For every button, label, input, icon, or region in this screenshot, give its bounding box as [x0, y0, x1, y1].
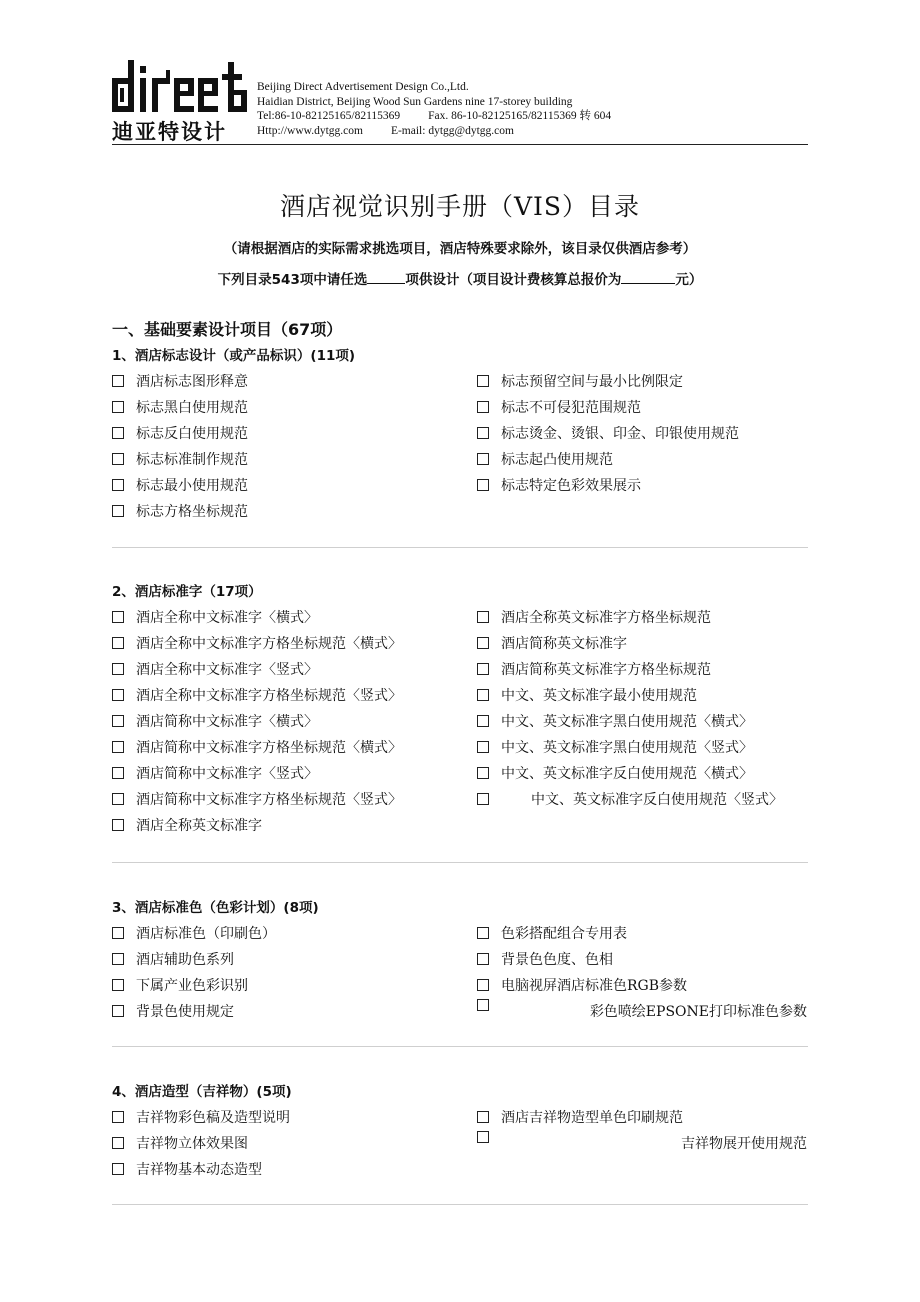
- checklist-item[interactable]: 酒店全称中文标准字方格坐标规范〈竖式〉: [112, 683, 402, 709]
- checklist-item[interactable]: 酒店全称英文标准字方格坐标规范: [477, 605, 711, 631]
- checkbox-icon[interactable]: [477, 637, 489, 649]
- checklist-item[interactable]: 中文、英文标准字反白使用规范〈竖式〉: [477, 787, 783, 813]
- checkbox-icon[interactable]: [477, 427, 489, 439]
- checkbox-icon[interactable]: [112, 611, 124, 623]
- price-blank[interactable]: [621, 269, 675, 284]
- checklist-item[interactable]: 中文、英文标准字反白使用规范〈横式〉: [477, 761, 753, 787]
- checklist-item[interactable]: 酒店标准色（印刷色）: [112, 921, 276, 947]
- checkbox-icon[interactable]: [477, 793, 489, 805]
- checkbox-icon[interactable]: [112, 1005, 124, 1017]
- company-tel: Tel:86-10-82125165/82115369: [257, 110, 401, 122]
- checklist-item[interactable]: 酒店辅助色系列: [112, 947, 234, 973]
- checklist-item[interactable]: 酒店全称中文标准字〈竖式〉: [112, 657, 318, 683]
- checklist-item[interactable]: 吉祥物立体效果图: [112, 1131, 248, 1157]
- checkbox-icon[interactable]: [112, 1111, 124, 1123]
- selection-prefix: 下列目录543项中请任选: [217, 272, 368, 288]
- logo-chinese-name: 迪亚特设计: [112, 120, 227, 144]
- checkbox-icon[interactable]: [112, 715, 124, 727]
- letterhead: [112, 58, 808, 145]
- group-title: 2、酒店标准字（17项）: [112, 584, 262, 600]
- group-title: 4、酒店造型（吉祥物）(5项): [112, 1084, 292, 1100]
- checkbox-icon[interactable]: [112, 505, 124, 517]
- checklist-item[interactable]: 标志预留空间与最小比例限定: [477, 369, 683, 395]
- checkbox-icon[interactable]: [477, 927, 489, 939]
- checklist-item[interactable]: 彩色喷绘EPSONE打印标准色参数: [477, 999, 807, 1025]
- checkbox-icon[interactable]: [477, 767, 489, 779]
- checkbox-icon[interactable]: [112, 793, 124, 805]
- checklist-item[interactable]: 标志标准制作规范: [112, 447, 248, 473]
- checkbox-icon[interactable]: [112, 689, 124, 701]
- checkbox-icon[interactable]: [112, 375, 124, 387]
- item-count-blank[interactable]: [367, 269, 405, 284]
- checklist-item[interactable]: 中文、英文标准字黑白使用规范〈竖式〉: [477, 735, 753, 761]
- company-fax: Fax. 86-10-82125165/82115369 转 604: [428, 110, 612, 122]
- checklist-item[interactable]: 吉祥物基本动态造型: [112, 1157, 262, 1183]
- checklist-item[interactable]: 酒店简称英文标准字方格坐标规范: [477, 657, 711, 683]
- checkbox-icon[interactable]: [477, 401, 489, 413]
- company-info: [257, 80, 611, 138]
- group-standard-typeface: [112, 581, 808, 834]
- checkbox-icon[interactable]: [477, 999, 489, 1011]
- checkbox-icon[interactable]: [477, 663, 489, 675]
- checklist-item[interactable]: 电脑视屏酒店标准色RGB参数: [477, 973, 687, 999]
- checklist-item[interactable]: 酒店全称中文标准字〈横式〉: [112, 605, 318, 631]
- checklist-item[interactable]: 吉祥物彩色稿及造型说明: [112, 1105, 290, 1131]
- section-divider: [112, 862, 808, 863]
- checklist-item[interactable]: 标志特定色彩效果展示: [477, 473, 641, 499]
- company-web-line: [257, 124, 611, 139]
- section-heading-basic-elements: 一、基础要素设计项目（67项）: [112, 320, 343, 339]
- section-divider: [112, 1204, 808, 1205]
- checkbox-icon[interactable]: [477, 741, 489, 753]
- company-name: Beijing Direct Advertisement Design Co.,Ltd.: [257, 81, 469, 93]
- checkbox-icon[interactable]: [477, 715, 489, 727]
- company-address: Haidian District, Beijing Wood Sun Gardens nine 17-storey building: [257, 95, 573, 108]
- checklist-item[interactable]: 标志黑白使用规范: [112, 395, 248, 421]
- checkbox-icon[interactable]: [477, 453, 489, 465]
- checklist-item[interactable]: 下属产业色彩识别: [112, 973, 248, 999]
- checkbox-icon[interactable]: [112, 953, 124, 965]
- selection-middle: 项供设计（项目设计费核算总报价为: [405, 272, 622, 288]
- checkbox-icon[interactable]: [477, 611, 489, 623]
- checklist-item[interactable]: 酒店简称中文标准字〈竖式〉: [112, 761, 318, 787]
- checklist-item[interactable]: 酒店简称英文标准字: [477, 631, 627, 657]
- checklist-item[interactable]: 背景色色度、色相: [477, 947, 613, 973]
- section-divider: [112, 547, 808, 548]
- checkbox-icon[interactable]: [112, 401, 124, 413]
- checkbox-icon[interactable]: [112, 479, 124, 491]
- checklist-item[interactable]: 酒店吉祥物造型单色印刷规范: [477, 1105, 683, 1131]
- checklist-item[interactable]: 酒店简称中文标准字〈横式〉: [112, 709, 318, 735]
- checklist-item[interactable]: 标志起凸使用规范: [477, 447, 613, 473]
- checkbox-icon[interactable]: [477, 479, 489, 491]
- group-standard-colors: [112, 897, 808, 1020]
- checkbox-icon[interactable]: [112, 663, 124, 675]
- direct-logo-mark: [112, 60, 247, 112]
- company-phone-line: [257, 109, 611, 124]
- checklist-item[interactable]: 色彩搭配组合专用表: [477, 921, 627, 947]
- checklist-item[interactable]: 酒店标志图形释意: [112, 369, 248, 395]
- checkbox-icon[interactable]: [112, 427, 124, 439]
- document-title: 酒店视觉识别手册（VIS）目录: [279, 192, 641, 221]
- checkbox-icon[interactable]: [112, 741, 124, 753]
- checkbox-icon[interactable]: [477, 1131, 489, 1143]
- checkbox-icon[interactable]: [477, 375, 489, 387]
- checklist-item[interactable]: 中文、英文标准字最小使用规范: [477, 683, 697, 709]
- selection-suffix: 元）: [675, 272, 703, 288]
- checkbox-icon[interactable]: [477, 689, 489, 701]
- selection-line: [0, 268, 920, 288]
- checklist-item[interactable]: 酒店简称中文标准字方格坐标规范〈横式〉: [112, 735, 402, 761]
- checklist-item[interactable]: 标志不可侵犯范围规范: [477, 395, 641, 421]
- checkbox-icon[interactable]: [477, 979, 489, 991]
- checkbox-icon[interactable]: [477, 1111, 489, 1123]
- checkbox-icon[interactable]: [112, 453, 124, 465]
- section-divider: [112, 1046, 808, 1047]
- checkbox-icon[interactable]: [112, 819, 124, 831]
- checkbox-icon[interactable]: [112, 767, 124, 779]
- checklist-item[interactable]: 标志方格坐标规范: [112, 499, 248, 525]
- reference-note: （请根据酒店的实际需求挑选项目，酒店特殊要求除外，该目录仅供酒店参考）: [223, 241, 697, 257]
- checklist-item[interactable]: 酒店全称中文标准字方格坐标规范〈横式〉: [112, 631, 402, 657]
- checklist-item[interactable]: 标志反白使用规范: [112, 421, 248, 447]
- checklist-item[interactable]: 吉祥物展开使用规范: [477, 1131, 807, 1157]
- checkbox-icon[interactable]: [112, 1163, 124, 1175]
- group-mascot: [112, 1081, 808, 1178]
- checklist-item[interactable]: 酒店简称中文标准字方格坐标规范〈竖式〉: [112, 787, 402, 813]
- group-title: 3、酒店标准色（色彩计划）(8项): [112, 900, 319, 916]
- checklist-item[interactable]: 标志最小使用规范: [112, 473, 248, 499]
- checkbox-icon[interactable]: [112, 1137, 124, 1149]
- group-title: 1、酒店标志设计（或产品标识）(11项): [112, 348, 356, 364]
- group-logo-design: [112, 345, 808, 520]
- checklist-item[interactable]: 酒店全称英文标准字: [112, 813, 262, 839]
- company-email: E-mail: dytgg@dytgg.com: [390, 124, 514, 137]
- company-website: Http://www.dytgg.com: [257, 124, 363, 137]
- checkbox-icon[interactable]: [112, 927, 124, 939]
- checklist-item[interactable]: 中文、英文标准字黑白使用规范〈横式〉: [477, 709, 753, 735]
- checkbox-icon[interactable]: [477, 953, 489, 965]
- company-logo: [112, 60, 247, 144]
- checkbox-icon[interactable]: [112, 979, 124, 991]
- checklist-item[interactable]: 标志烫金、烫银、印金、印银使用规范: [477, 421, 739, 447]
- checklist-item[interactable]: 背景色使用规定: [112, 999, 234, 1025]
- checkbox-icon[interactable]: [112, 637, 124, 649]
